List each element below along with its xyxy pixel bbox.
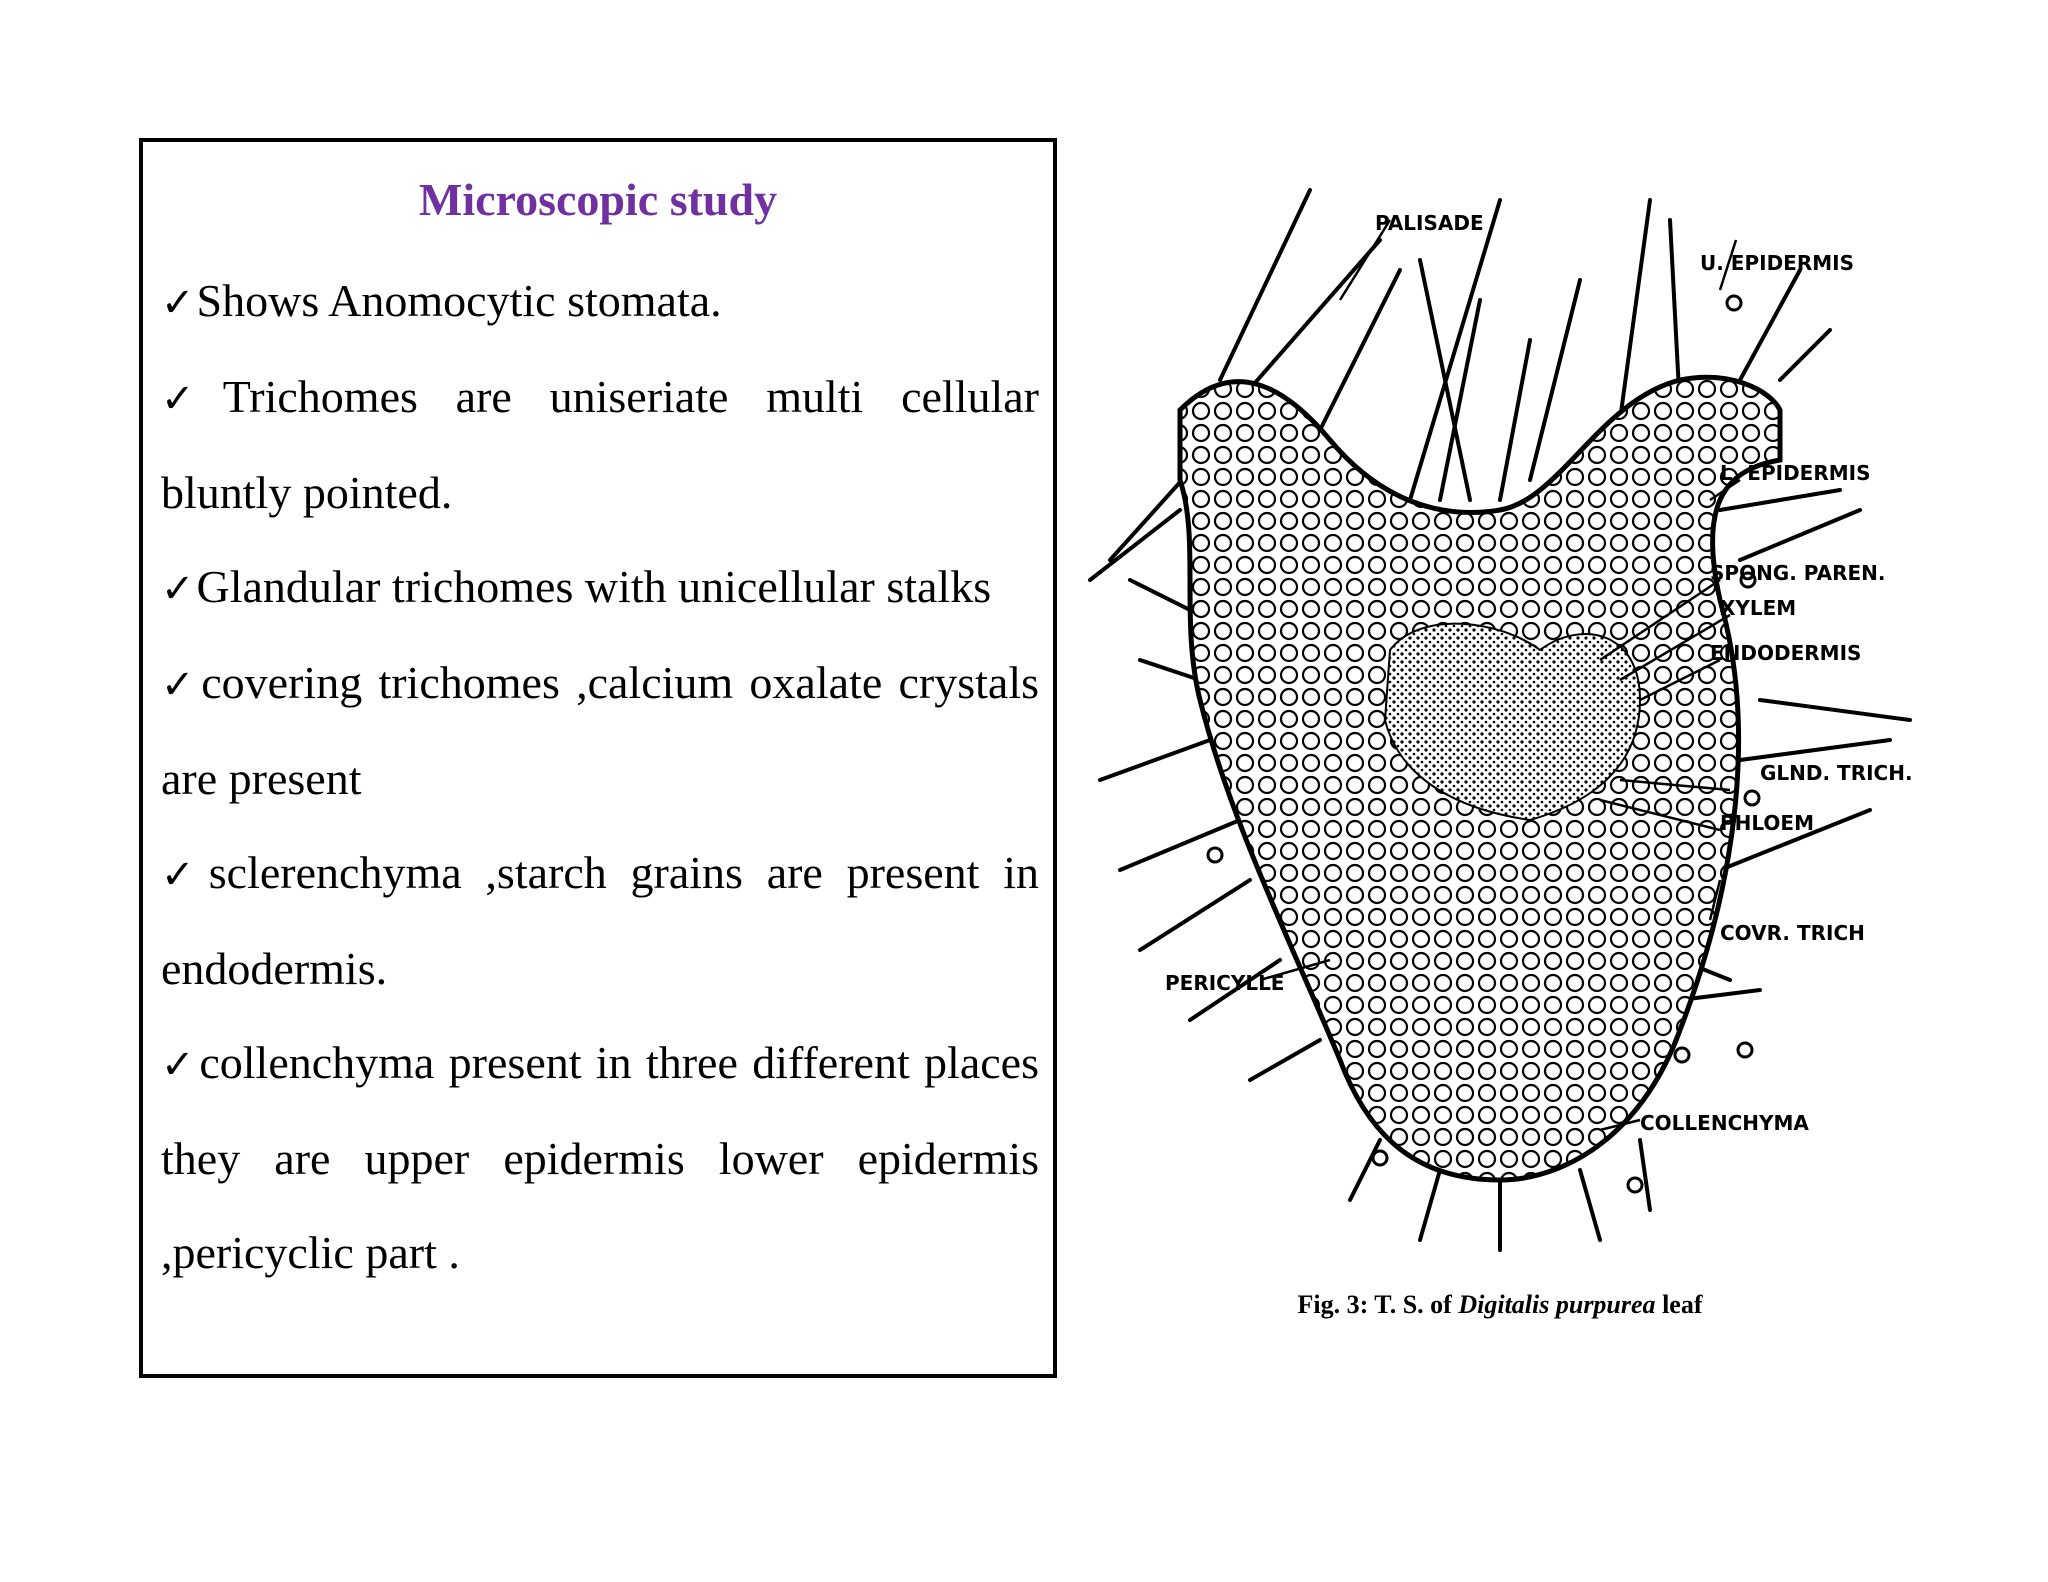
panel-body: [161, 254, 1039, 1300]
bullet-point: [161, 636, 1039, 826]
caption-species: Digitalis purpurea: [1458, 1290, 1656, 1319]
label-xylem: XYLEM: [1720, 596, 1797, 620]
leaf-cross-section-drawing: [1080, 180, 1920, 1280]
leaf-section-figure: [1080, 180, 1920, 1319]
check-icon: ✓: [161, 566, 195, 612]
microscopic-study-panel: [139, 138, 1057, 1378]
check-icon: ✓: [161, 376, 221, 422]
bullet-text: Shows Anomocytic stomata.: [196, 275, 722, 326]
bullet-point: [161, 254, 1039, 350]
label-pericycle: PERICYLLE: [1165, 971, 1285, 995]
label-endodermis: ENDODERMIS: [1710, 641, 1862, 665]
check-icon: ✓: [161, 280, 195, 326]
bullet-text: covering trichomes ,calcium oxalate crystals are present: [161, 657, 1039, 804]
label-lower-epidermis: L. EPIDERMIS: [1720, 461, 1871, 485]
label-glandular-trichome: GLND. TRICH.: [1760, 761, 1913, 785]
figure-caption: [1080, 1290, 1920, 1320]
panel-heading: Microscopic study: [418, 174, 778, 225]
bullet-text: sclerenchyma ,starch grains are present in endodermis.: [161, 847, 1039, 994]
check-icon: ✓: [161, 852, 207, 898]
bullet-point: [161, 540, 1039, 636]
label-spongy-parenchyma: SPONG. PAREN.: [1710, 561, 1886, 585]
caption-suffix: leaf: [1655, 1290, 1703, 1319]
label-phloem: PHLOEM: [1720, 811, 1814, 835]
bullet-text: collenchyma present in three different places they are upper epidermis lower epidermis ,pericyclic part .: [161, 1037, 1039, 1278]
check-icon: ✓: [161, 662, 200, 708]
label-palisade: PALISADE: [1375, 211, 1484, 235]
bullet-text: Trichomes are uniseriate multi cellular bluntly pointed.: [161, 371, 1040, 518]
label-collenchyma: COLLENCHYMA: [1640, 1111, 1809, 1135]
bullet-text: Glandular trichomes with unicellular stalks: [196, 561, 992, 612]
label-upper-epidermis: U. EPIDERMIS: [1700, 251, 1854, 275]
label-covering-trichome: COVR. TRICH: [1720, 921, 1865, 945]
bullet-point: [161, 1016, 1039, 1300]
bullet-point: [161, 826, 1039, 1016]
bullet-point: [161, 350, 1039, 540]
caption-prefix: Fig. 3: T. S. of: [1297, 1290, 1459, 1319]
check-icon: ✓: [161, 1042, 198, 1088]
